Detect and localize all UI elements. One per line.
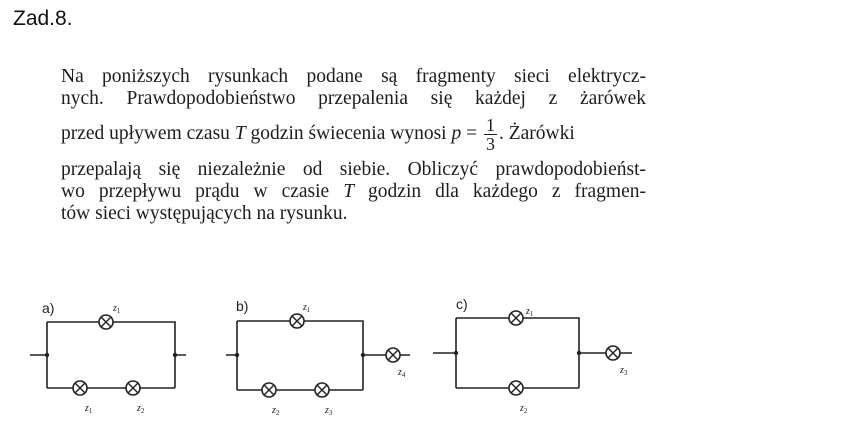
circuit-c-label: c) [456,296,468,312]
text-segment: przed upływem czasu [61,122,235,144]
junction-node [235,353,239,357]
bulb-icon [606,346,620,360]
problem-line-4: przepalają się niezależnie od siebie. Obliczyć prawdopodobieńst- [61,159,646,180]
junction-node [361,353,365,357]
problem-line-6: tów sieci występujących na rysunku. [61,203,348,224]
bulb-label: $z_1$ [526,306,534,318]
bulb-label: $z_1$ [113,303,121,315]
problem-number: Zad.8. [13,7,73,30]
bulb-label: $z_2$ [520,403,528,415]
text-segment: wo przepływu prądu w czasie [61,181,344,202]
junction-node [454,351,458,355]
bulb-icon [290,314,304,328]
circuit-b-wires [226,321,410,390]
bulb-label: $z_4$ [398,367,406,379]
problem-line-1: Na poniższych rysunkach podane są fragmenty sieci elektrycz- [61,66,646,87]
circuit-a-wires [30,322,186,388]
bulb-icon [262,383,276,397]
junction-node [577,351,581,355]
fraction-numerator: 1 [485,115,495,135]
bulb-label: $z_1$ [85,403,93,415]
circuit-b [226,298,410,417]
bulb-label: $z_1$ [303,302,311,314]
text-segment: godzin świecenia wynosi [245,122,452,144]
bulb-icon [315,383,329,397]
bulb-icon [126,381,140,395]
bulb-icon [386,348,400,362]
circuit-c-wires [433,318,632,388]
junction-node [45,353,49,357]
bulb-icon [99,315,113,329]
junction-node [173,353,177,357]
bulb-label: $z_2$ [137,403,145,415]
text-segment: . Żarówki [498,122,575,144]
fraction-denominator: 3 [485,134,495,154]
bulb-icon [509,311,523,325]
circuit-a [30,300,186,415]
bulb-label: $z_3$ [325,405,333,417]
bulb-icon [73,381,87,395]
bulb-label: $z_3$ [620,365,628,377]
circuit-c [433,296,632,415]
equals-sign: = [461,122,482,144]
variable-T: T [343,181,355,202]
text-segment: godzin dla każdego z fragmen- [354,181,646,202]
bulb-label: $z_2$ [272,405,280,417]
problem-line-2: nych. Prawdopodobieństwo przepalenia się każdej z żarówek [61,88,646,109]
circuit-b-label: b) [236,298,249,314]
variable-p: p [451,122,462,144]
bulb-icon [509,381,523,395]
circuit-a-label: a) [42,300,55,316]
variable-T: T [234,122,246,144]
